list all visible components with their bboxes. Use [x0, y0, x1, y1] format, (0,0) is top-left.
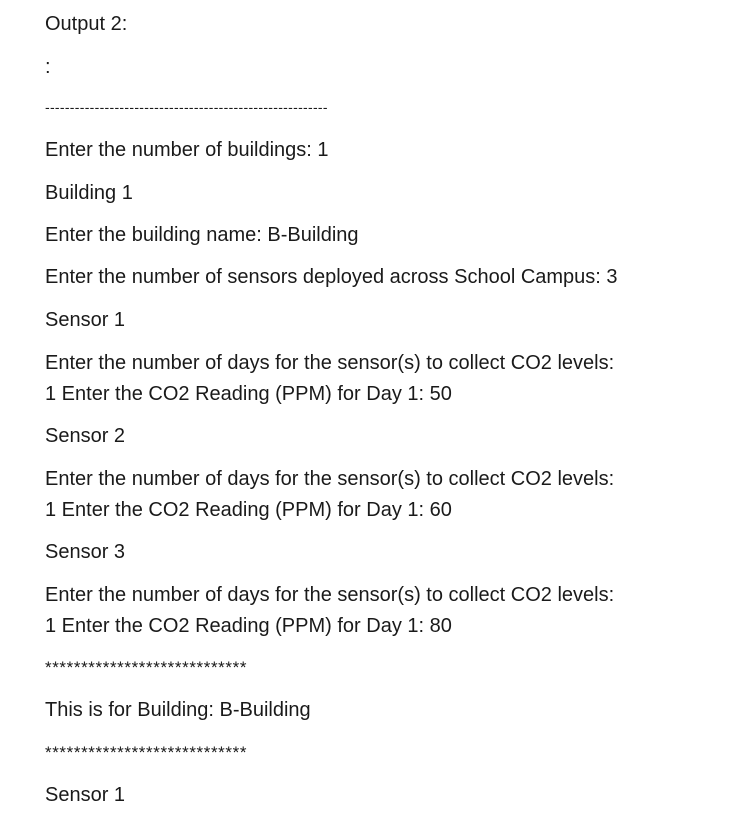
- sensor-3-label: Sensor 3: [45, 541, 126, 563]
- num-sensors-line: Enter the number of sensors deployed across School Campus: 3: [45, 266, 618, 288]
- colon-line: :: [45, 56, 51, 78]
- sensor-3-days-prompt: Enter the number of days for the sensor(s) to collect CO2 levels:: [45, 584, 615, 606]
- dashed-divider: ---------------------------------------------------------: [45, 99, 328, 115]
- building-name-line: Enter the building name: B-Building: [45, 224, 359, 246]
- sensor-2-reading: 1 Enter the CO2 Reading (PPM) for Day 1: 60: [45, 499, 452, 521]
- sensor-1-label: Sensor 1: [45, 309, 126, 331]
- sensor-2-days-prompt: Enter the number of days for the sensor(s) to collect CO2 levels:: [45, 468, 615, 490]
- num-buildings-line: Enter the number of buildings: 1: [45, 139, 329, 161]
- stars-divider-bottom: ****************************: [45, 743, 248, 762]
- sensor-1-summary-label: Sensor 1: [45, 784, 126, 806]
- sensor-1-reading: 1 Enter the CO2 Reading (PPM) for Day 1: 50: [45, 383, 452, 405]
- sensor-1-days-prompt: Enter the number of days for the sensor(s) to collect CO2 levels:: [45, 352, 615, 374]
- sensor-3-reading: 1 Enter the CO2 Reading (PPM) for Day 1: 80: [45, 615, 452, 637]
- sensor-2-label: Sensor 2: [45, 425, 126, 447]
- building-1-line: Building 1: [45, 182, 133, 204]
- stars-divider-top: ****************************: [45, 658, 248, 677]
- building-summary-line: This is for Building: B-Building: [45, 699, 311, 721]
- output-heading: Output 2:: [45, 13, 128, 35]
